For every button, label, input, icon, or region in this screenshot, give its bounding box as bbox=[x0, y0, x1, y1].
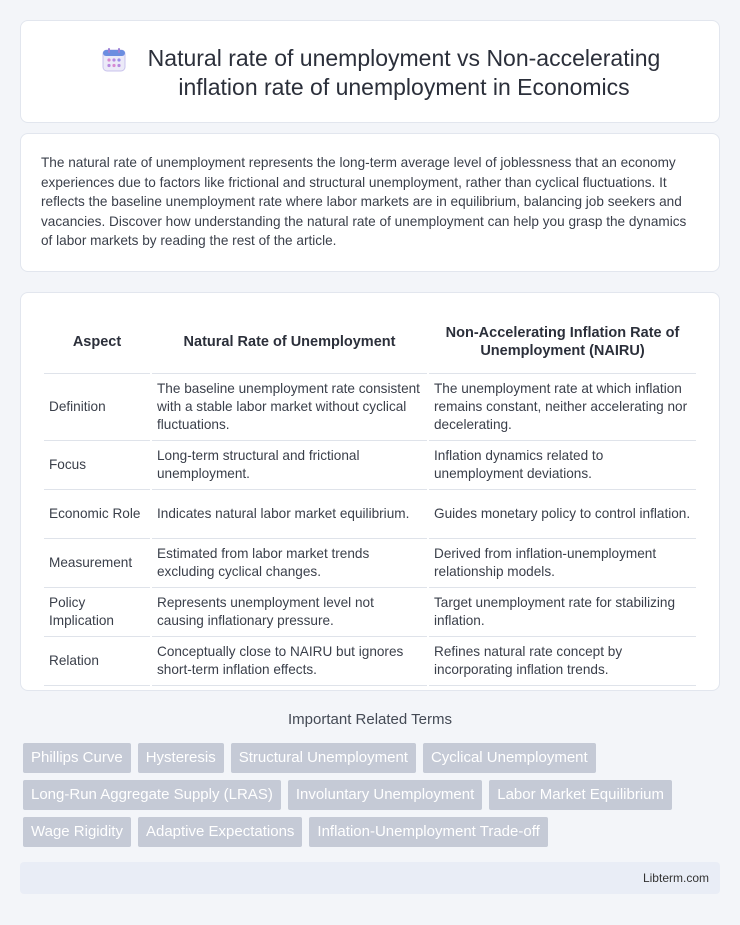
header-natural-rate: Natural Rate of Unemployment bbox=[152, 311, 427, 374]
row-nairu: The unemployment rate at which inflation remains constant, neither accelerating nor decelerating. bbox=[429, 374, 696, 441]
table-row bbox=[44, 539, 696, 588]
tag-structural-unemployment[interactable]: Structural Unemployment bbox=[231, 743, 416, 773]
tag-phillips-curve[interactable]: Phillips Curve bbox=[23, 743, 131, 773]
comparison-table bbox=[42, 311, 698, 686]
table-row bbox=[44, 441, 696, 490]
title-card bbox=[20, 20, 720, 123]
row-natural-rate: Long-term structural and frictional unemployment. bbox=[152, 441, 427, 490]
row-aspect: Relation bbox=[44, 637, 150, 686]
row-natural-rate: The baseline unemployment rate consistent with a stable labor market without cyclical fluctuations. bbox=[152, 374, 427, 441]
header-aspect: Aspect bbox=[44, 311, 150, 374]
comparison-card bbox=[20, 292, 720, 691]
intro-paragraph: The natural rate of unemployment represents the long-term average level of joblessness that an economy experiences due to factors like frictional and structural unemployment, rather than cyclical fluctuations. It reflects the baseline unemployment rate where labor markets are in equilibrium, balancing job seekers and vacancies. Discover how understanding the natural rate of unemployment can help you grasp the dynamics of labor markets by reading the rest of the article. bbox=[41, 155, 687, 249]
table-row bbox=[44, 374, 696, 441]
row-aspect: Economic Role bbox=[44, 490, 150, 539]
row-aspect: Focus bbox=[44, 441, 150, 490]
header-nairu: Non-Accelerating Inflation Rate of Unemployment (NAIRU) bbox=[429, 311, 696, 374]
tag-hysteresis[interactable]: Hysteresis bbox=[138, 743, 224, 773]
footer bbox=[20, 862, 720, 894]
calendar-icon bbox=[101, 47, 127, 73]
table-row bbox=[44, 588, 696, 637]
row-aspect: Measurement bbox=[44, 539, 150, 588]
row-nairu: Derived from inflation-unemployment relationship models. bbox=[429, 539, 696, 588]
table-row bbox=[44, 637, 696, 686]
page-title: Natural rate of unemployment vs Non-accelerating inflation rate of unemployment in Economics bbox=[147, 45, 661, 100]
row-aspect: Policy Implication bbox=[44, 588, 150, 637]
table-row bbox=[44, 490, 696, 539]
related-terms-list bbox=[23, 743, 713, 854]
intro-card bbox=[20, 133, 720, 272]
tag-lras[interactable]: Long-Run Aggregate Supply (LRAS) bbox=[23, 780, 281, 810]
tag-adaptive-expectations[interactable]: Adaptive Expectations bbox=[138, 817, 302, 847]
tag-involuntary-unemployment[interactable]: Involuntary Unemployment bbox=[288, 780, 482, 810]
tag-wage-rigidity[interactable]: Wage Rigidity bbox=[23, 817, 131, 847]
table-header-row bbox=[44, 311, 696, 374]
row-nairu: Target unemployment rate for stabilizing inflation. bbox=[429, 588, 696, 637]
row-aspect: Definition bbox=[44, 374, 150, 441]
row-natural-rate: Conceptually close to NAIRU but ignores short-term inflation effects. bbox=[152, 637, 427, 686]
row-natural-rate: Indicates natural labor market equilibrium. bbox=[152, 490, 427, 539]
footer-site-link[interactable]: Libterm.com bbox=[642, 871, 709, 885]
row-nairu: Guides monetary policy to control inflation. bbox=[429, 490, 696, 539]
tag-cyclical-unemployment[interactable]: Cyclical Unemployment bbox=[423, 743, 596, 773]
row-natural-rate: Estimated from labor market trends excluding cyclical changes. bbox=[152, 539, 427, 588]
row-nairu: Inflation dynamics related to unemployment deviations. bbox=[429, 441, 696, 490]
row-nairu: Refines natural rate concept by incorporating inflation trends. bbox=[429, 637, 696, 686]
tag-labor-market-equilibrium[interactable]: Labor Market Equilibrium bbox=[489, 780, 672, 810]
tag-inflation-unemployment-tradeoff[interactable]: Inflation-Unemployment Trade-off bbox=[309, 817, 547, 847]
row-natural-rate: Represents unemployment level not causing inflationary pressure. bbox=[152, 588, 427, 637]
related-terms-heading: Important Related Terms bbox=[288, 711, 452, 728]
